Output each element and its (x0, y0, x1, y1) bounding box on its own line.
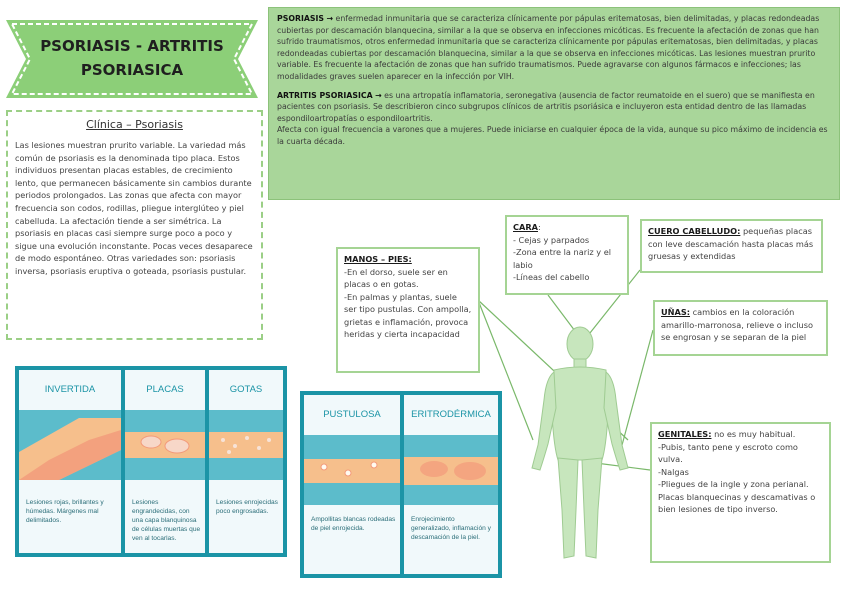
type-card-eritrodermica (404, 395, 498, 574)
title-line-1: PSORIASIS - ARTRITIS (40, 37, 224, 55)
type-card-placas (125, 370, 209, 553)
cara-line-1: - Cejas y parpados (513, 234, 590, 245)
manos-pies-line-1: -En el dorso, suele ser en placas o en gotas. (344, 266, 448, 289)
psoriasis-definition (277, 13, 831, 83)
clinica-box (6, 110, 263, 340)
type-card-gotas (209, 370, 283, 553)
cuero-cabelludo-text: pequeñas placas con leve descamación hasta placas más gruesas y extendidas (648, 226, 814, 261)
cara-title: CARA (513, 222, 538, 232)
type-desc-eritrodermica: Enrojecimiento generalizado, inflamación y descamación de la piel. (411, 516, 491, 541)
gotas-skin-illustration (209, 400, 283, 490)
cuero-cabelludo-title: CUERO CABELLUDO: (648, 226, 741, 236)
type-desc-gotas: Lesiones enrojecidas poco engrosadas. (216, 499, 278, 515)
cara-line-2: -Zona entre la nariz y el labio (513, 247, 612, 270)
human-figure-icon (520, 320, 640, 565)
pustulosa-skin-illustration (304, 425, 400, 515)
type-name-gotas: GOTAS (229, 384, 263, 395)
type-card-invertida (19, 370, 125, 553)
clinica-body: Las lesiones muestran prurito variable. La variedad más común de psoriasis es la denominada tipo placa. Estos individuos presentan placas estables, de crecimiento lento, que permanecen básicamente sin cambios durante periodos prolongados. Las zonas que afecta con mayor frecuencia son codos, rodillas, pliegue interglúteo y piel cabelluda. La afectación tiende a ser simétrica. La psoriasis en placas casi siempre surge poco a poco y sigue una evolución inconstante. Pocas veces desaparece de modo espontáneo. Otras variedades son: psoriasis inversa, psoriasis eruptiva o goteada, psoriasis pustular. (15, 140, 253, 276)
type-card-pustulosa (304, 395, 404, 574)
genitales-line-2: -Nalgas (658, 466, 689, 477)
unas-text: cambios en la coloración amarillo-marronosa, relieve o incluso se engrosan y se separan de la piel (661, 307, 814, 342)
genitales-line-1: -Pubis, tanto pene y escroto como vulva. (658, 441, 798, 464)
eritrodermica-skin-illustration (404, 425, 498, 515)
cuero-cabelludo-box (640, 219, 823, 273)
clinica-heading: Clínica – Psoriasis (86, 118, 183, 131)
cara-title-suffix: : (538, 222, 541, 232)
title-line-2: PSORIASICA (80, 61, 184, 79)
manos-pies-title: MANOS – PIES: (344, 254, 412, 264)
arrow-icon: → (326, 14, 334, 23)
invertida-skin-illustration (19, 400, 121, 490)
genitales-line-3: -Pliegues de la ingle y zona perianal. (658, 479, 809, 489)
type-name-invertida: INVERTIDA (44, 384, 96, 395)
psoriasis-term: PSORIASIS (277, 14, 325, 23)
cara-box (505, 215, 629, 295)
definitions-box (268, 7, 840, 200)
genitales-intro: no es muy habitual. (714, 429, 796, 439)
psoriasis-types-panel-a (15, 366, 287, 557)
psoriasis-types-panel-b (300, 391, 502, 578)
type-desc-placas: Lesiones engrandecidas, con una capa blanquinosa de células muertas que ven al tocarlas. (132, 499, 201, 542)
page-title (6, 34, 258, 82)
artritis-definition (277, 90, 831, 148)
type-name-placas: PLACAS (146, 384, 184, 395)
unas-box (653, 300, 828, 356)
genitales-title: GENITALES: (658, 429, 712, 439)
arrow-icon: → (375, 90, 382, 100)
artritis-term: ARTRITIS PSORIASICA (277, 90, 373, 100)
manos-pies-box (336, 247, 480, 373)
type-desc-invertida: Lesiones rojas, brillantes y húmedas. Márgenes mal delimitados. (26, 499, 104, 524)
type-desc-pustulosa: Ampollitas blancas rodeadas de piel enrojecida. (311, 516, 396, 532)
type-name-eritrodermica: ERITRODÉRMICA (411, 409, 491, 420)
psoriasis-text: enfermedad inmunitaria que se caracteriza clínicamente por pápulas eritematosas, bien delimitadas, y placas redondeadas cubiertas por descamación blanquecina, similar a la que se observa en infecciones micóticas. Es frecuente la afectación de zonas que han sufrido traumatismos, otros enfermedad inmunitaria que se caracteriza clínicamente por pápulas eritematosas, bien delimitadas, y placas redondeadas cubiertas por descamación blanquecina, similar a la que se observa en infecciones micóticas. Las lesiones muestran prurito variable. Es frecuente la afectación de zonas que han sufrido traumatismos. Puede agravarse con algunos fármacos e infecciones; las modalidades graves suelen aparecer en la infección por VIH. (277, 14, 820, 81)
type-name-pustulosa: PUSTULOSA (323, 409, 381, 420)
manos-pies-line-2: -En palmas y plantas, suele ser tipo pustulas. Con ampolla, grietas e inflamación, provoca heridas y cierta incapacidad (344, 291, 472, 339)
genitales-box (650, 422, 831, 563)
artritis-text-2: Afecta con igual frecuencia a varones que a mujeres. Puede iniciarse en cualquier época de la vida, aunque su pico máximo de incidencia es la cuarta década. (277, 125, 828, 146)
placas-skin-illustration (125, 400, 205, 490)
genitales-line-4: Placas blanquecinas y descamativas o bien lesiones de tipo inverso. (658, 491, 816, 514)
cara-line-3: -Líneas del cabello (513, 272, 590, 282)
artritis-text: es una artropatía inflamatoria, seronegativa (ausencia de factor reumatoide en el suero) que se manifiesta en pacientes con psoriasis. Se describieron cinco subgrupos clínicos de artritis psoriásica e incluyeron esta entidad dentro de las llamadas espondiloartropatías o espondiloartritis. (277, 90, 815, 123)
title-banner (6, 20, 258, 98)
unas-title: UÑAS: (661, 307, 691, 317)
